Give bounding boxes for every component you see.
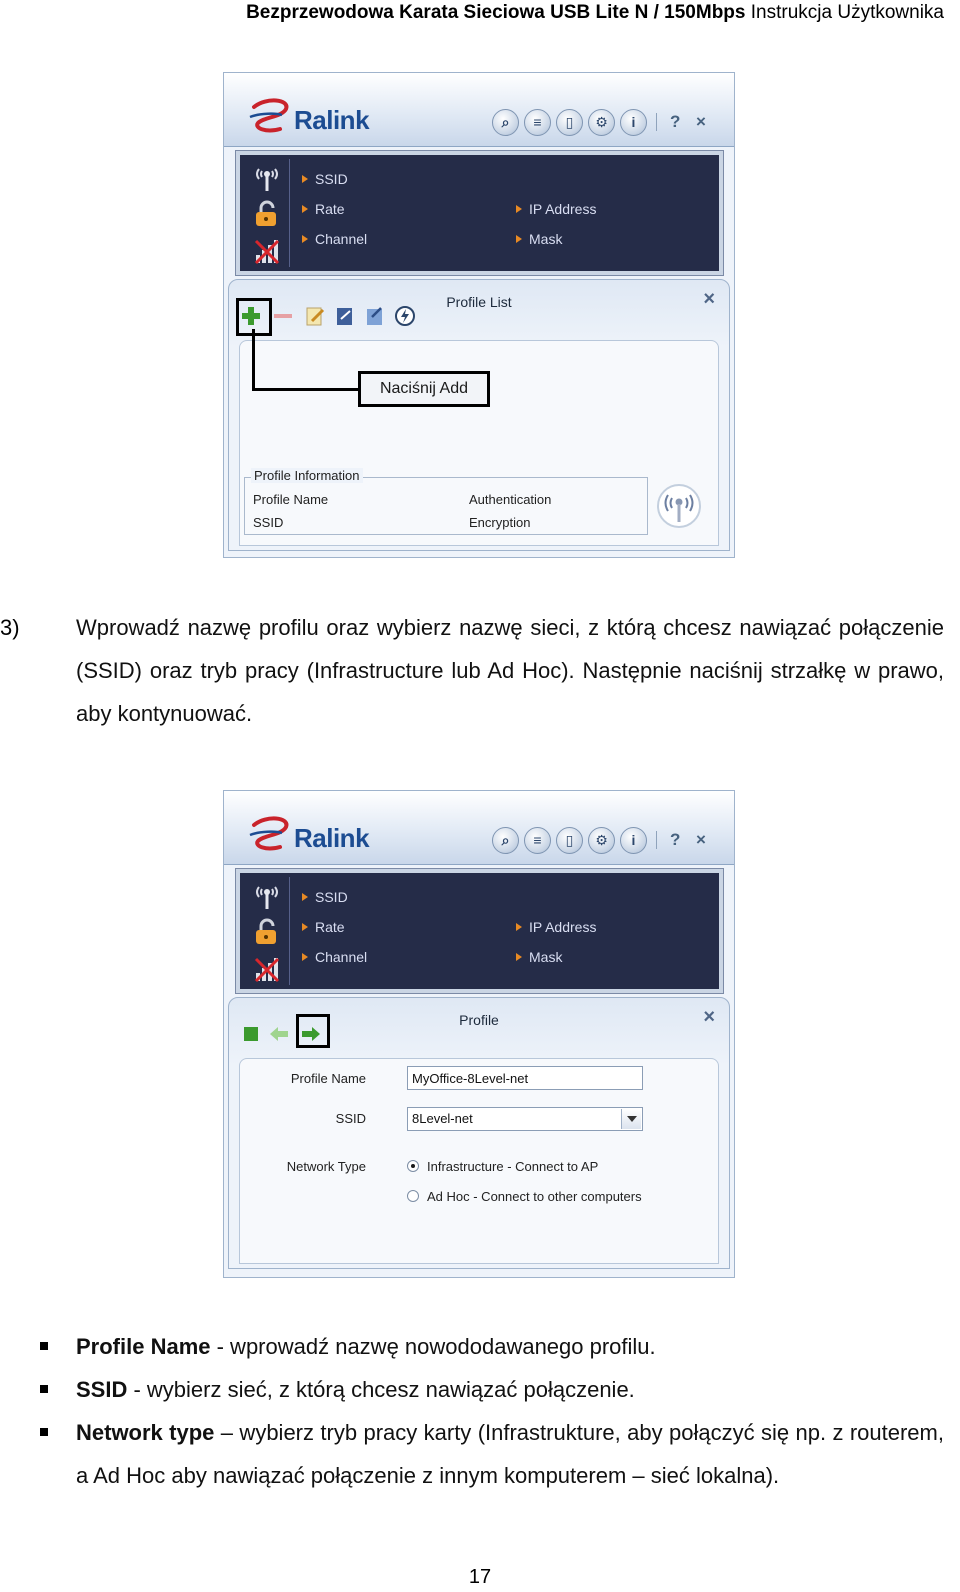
network-type-label: Network Type [286, 1159, 366, 1174]
page-icon[interactable]: ▯ [556, 827, 583, 854]
status-icons [244, 877, 290, 985]
panel-close-button[interactable]: × [703, 288, 715, 310]
activate-icon[interactable] [394, 305, 416, 327]
ssid-selected-value: 8Level-net [412, 1111, 473, 1126]
gear-icon[interactable]: ⚙ [588, 109, 615, 136]
profile-name-input[interactable] [407, 1066, 643, 1090]
import-icon[interactable] [334, 305, 356, 327]
callout-line [252, 329, 255, 391]
info-icon[interactable]: i [620, 109, 647, 136]
info-ssid-label: SSID [253, 515, 284, 530]
stop-icon[interactable] [240, 1023, 262, 1045]
signal-disconnected-icon [252, 953, 282, 983]
brand-name: Ralink [294, 105, 370, 135]
panel-close-button[interactable]: × [703, 1006, 715, 1028]
wireless-connect-icon[interactable] [656, 483, 702, 529]
step-number: 3) [0, 615, 20, 640]
ralink-window-profile-list [223, 72, 735, 558]
profile-name-label: Profile Name [290, 1071, 366, 1086]
info-profile-name-label: Profile Name [253, 492, 329, 507]
signal-disconnected-icon [252, 235, 282, 265]
status-ssid: SSID [302, 889, 348, 905]
ssid-select[interactable] [407, 1107, 643, 1131]
page-icon[interactable]: ▯ [556, 109, 583, 136]
status-ssid: SSID [302, 171, 348, 187]
next-highlight-box [296, 1014, 330, 1048]
antenna-icon [252, 163, 282, 193]
close-button[interactable]: × [696, 112, 706, 131]
header-title-bold: Bezprzewodowa Karata Sieciowa USB Lite N / 150Mbps [246, 2, 746, 23]
profile-toolbar [240, 1019, 350, 1049]
edit-icon[interactable] [304, 305, 326, 327]
ralink-window-profile [223, 790, 735, 1278]
help-button[interactable]: ? [670, 112, 681, 131]
ssid-label: SSID [335, 1111, 366, 1126]
status-rate: Rate [302, 201, 345, 217]
profile-information-box [244, 468, 648, 535]
list-icon[interactable]: ≡ [524, 827, 551, 854]
close-button[interactable]: × [696, 830, 706, 849]
bullet-profile-name: Profile Name - wprowadź nazwę nowododawanego profilu. [40, 1325, 944, 1368]
search-icon[interactable]: ⌕ [492, 827, 519, 854]
help-button[interactable]: ? [670, 830, 681, 849]
radio-button[interactable] [407, 1190, 419, 1202]
ralink-logo [246, 813, 386, 857]
window-toolbar [492, 109, 732, 139]
window-titlebar [224, 791, 734, 865]
radio-button-selected[interactable] [407, 1160, 419, 1172]
lock-open-icon [252, 917, 282, 947]
status-mask: Mask [516, 231, 562, 247]
brand-name: Ralink [294, 823, 370, 853]
header-title-rest: Instrukcja Użytkownika [750, 2, 944, 23]
step-instructions: Wprowadź nazwę profilu oraz wybierz nazwę sieci, z którą chcesz nawiązać połączenie (SSID) oraz tryb pracy (Infrastructure lub Ad Hoc). Następnie naciśnij strzałkę w prawo, aby kontynuować. [76, 615, 944, 726]
export-icon[interactable] [364, 305, 386, 327]
status-channel: Channel [302, 949, 367, 965]
chevron-down-icon[interactable] [621, 1109, 641, 1129]
bullet-ssid: SSID - wybierz sieć, z którą chcesz nawiązać połączenie. [40, 1368, 944, 1411]
page-header [246, 2, 944, 24]
ralink-logo [246, 95, 386, 139]
status-mask: Mask [516, 949, 562, 965]
status-icons [244, 159, 290, 267]
callout-line [252, 388, 359, 391]
status-channel: Channel [302, 231, 367, 247]
info-icon[interactable]: i [620, 827, 647, 854]
status-rate: Rate [302, 919, 345, 935]
panel-title: Profile List [446, 294, 512, 310]
window-titlebar [224, 73, 734, 147]
panel-title: Profile [459, 1012, 499, 1028]
window-toolbar [492, 827, 732, 857]
radio-adhoc[interactable]: Ad Hoc - Connect to other computers [407, 1189, 642, 1204]
back-arrow-icon[interactable] [268, 1023, 290, 1045]
status-ip-address: IP Address [516, 919, 596, 935]
page-number: 17 [468, 1566, 492, 1588]
list-icon[interactable]: ≡ [524, 109, 551, 136]
antenna-icon [252, 881, 282, 911]
lock-open-icon [252, 199, 282, 229]
radio-infrastructure[interactable]: Infrastructure - Connect to AP [407, 1159, 598, 1174]
remove-icon[interactable] [272, 305, 294, 327]
gear-icon[interactable]: ⚙ [588, 827, 615, 854]
info-authentication-label: Authentication [469, 492, 552, 507]
connection-status-panel [236, 151, 723, 275]
status-ip-address: IP Address [516, 201, 596, 217]
bullet-network-type: Network type – wybierz tryb pracy karty (Infrastrukture, aby połączyć się np. z routerem, a Ad Hoc aby nawiązać połączenie z innym komputerem – sieć lokalna). [40, 1411, 944, 1497]
search-icon[interactable]: ⌕ [492, 109, 519, 136]
connection-status-panel [236, 869, 723, 993]
callout-press-add: Naciśnij Add [358, 371, 490, 407]
field-descriptions [40, 1325, 944, 1497]
profile-info-legend: Profile Information [251, 468, 363, 483]
info-encryption-label: Encryption [469, 515, 531, 530]
